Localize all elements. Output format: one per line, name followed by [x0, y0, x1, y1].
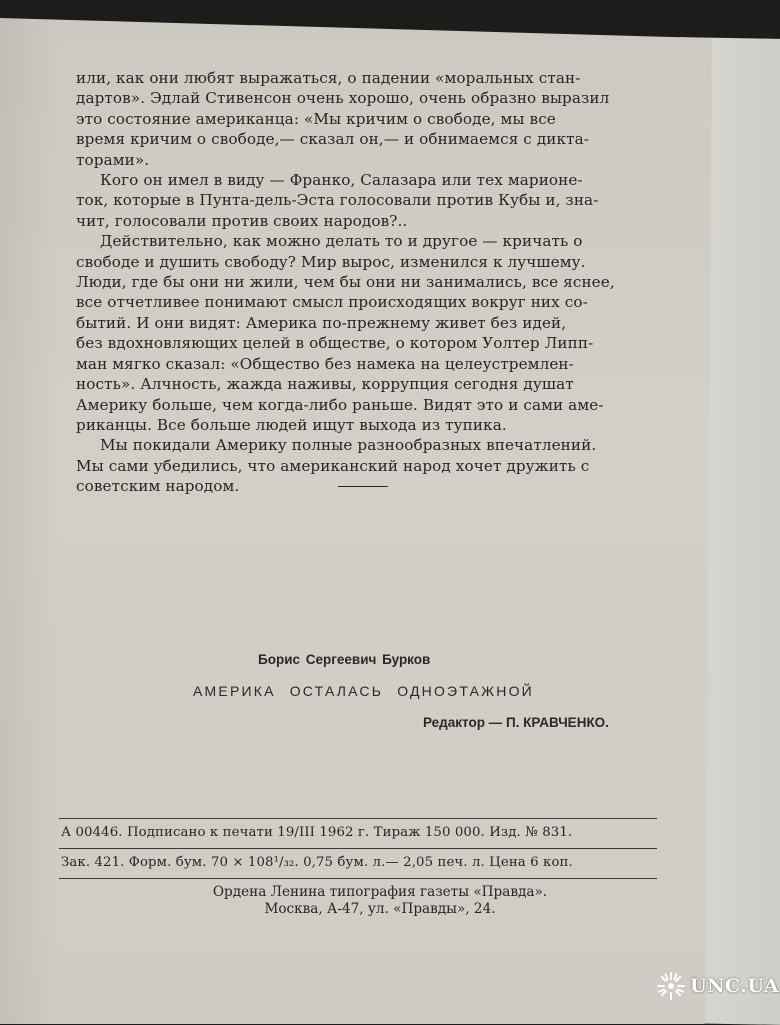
- paragraph-1: или, как они любят выражаться, о падении «моральных стан- дартов». Эдлай Стивенсон очень хорошо, очень образно выразил это состояние американца: «Мы кричим о свободе, мы все время кричим о свободе,— сказал он,— и обнимаемся с дикта- торами».: [76, 69, 610, 169]
- imprint-rule-top: [59, 818, 657, 819]
- editor-label: Редактор —: [423, 715, 503, 730]
- watermark: [656, 966, 779, 1006]
- editor-credit: [423, 715, 609, 730]
- imprint-rule-middle: [59, 848, 657, 849]
- body-text: [76, 68, 654, 497]
- imprint-rule-bottom: [59, 878, 657, 879]
- paragraph-4: Мы покидали Америку полные разнообразных впечатлений. Мы сами убедились, что американский народ хочет дружить с советским народом.: [76, 436, 597, 496]
- printer-line-2: Москва, А-47, ул. «Правды», 24.: [264, 901, 496, 917]
- editor-name: П. КРАВЧЕНКО.: [505, 715, 609, 730]
- author-name: Борис Сергеевич Бурков: [258, 652, 431, 667]
- paragraph-3: Действительно, как можно делать то и другое — кричать о свободе и душить свободу? Мир вырос, изменился к лучшему. Люди, где бы они ни жили, чем бы они ни занимались, все яснее, все отчетливее понимают смысл происходящих вокруг них со- бытий. И они видят: Америка по-прежнему живет без идей, без вдохновляющих целей в обществе, о котором Уолтер Липп- ман мягко сказал: «Общество без намека на целеустремлен- ность». Алчность, жажда наживы, коррупция сегодня душат Америку больше, чем когда-либо раньше. Видят это и сами аме- риканцы. Все больше людей ищут выхода из тупика.: [76, 232, 615, 434]
- book-title: АМЕРИКА ОСТАЛАСЬ ОДНОЭТАЖНОЙ: [193, 683, 534, 699]
- imprint-row-2: Зак. 421. Форм. бум. 70 × 108¹/₃₂. 0,75 бум. л.— 2,05 печ. л. Цена 6 коп.: [61, 855, 573, 870]
- printer-line-1: Ордена Ленина типография газеты «Правда».: [212, 884, 548, 900]
- watermark-text: UNC.UA: [690, 975, 780, 997]
- section-divider: [338, 486, 388, 487]
- paragraph-2: Кого он имел в виду — Франко, Салазара или тех марионе- ток, которые в Пунта-дель-Эста голосовали против Кубы и, зна- чит, голосовали против своих народов?..: [76, 171, 599, 230]
- sunburst-icon: [656, 971, 686, 1001]
- imprint-row-1: А 00446. Подписано к печати 19/III 1962 г. Тираж 150 000. Изд. № 831.: [61, 825, 573, 840]
